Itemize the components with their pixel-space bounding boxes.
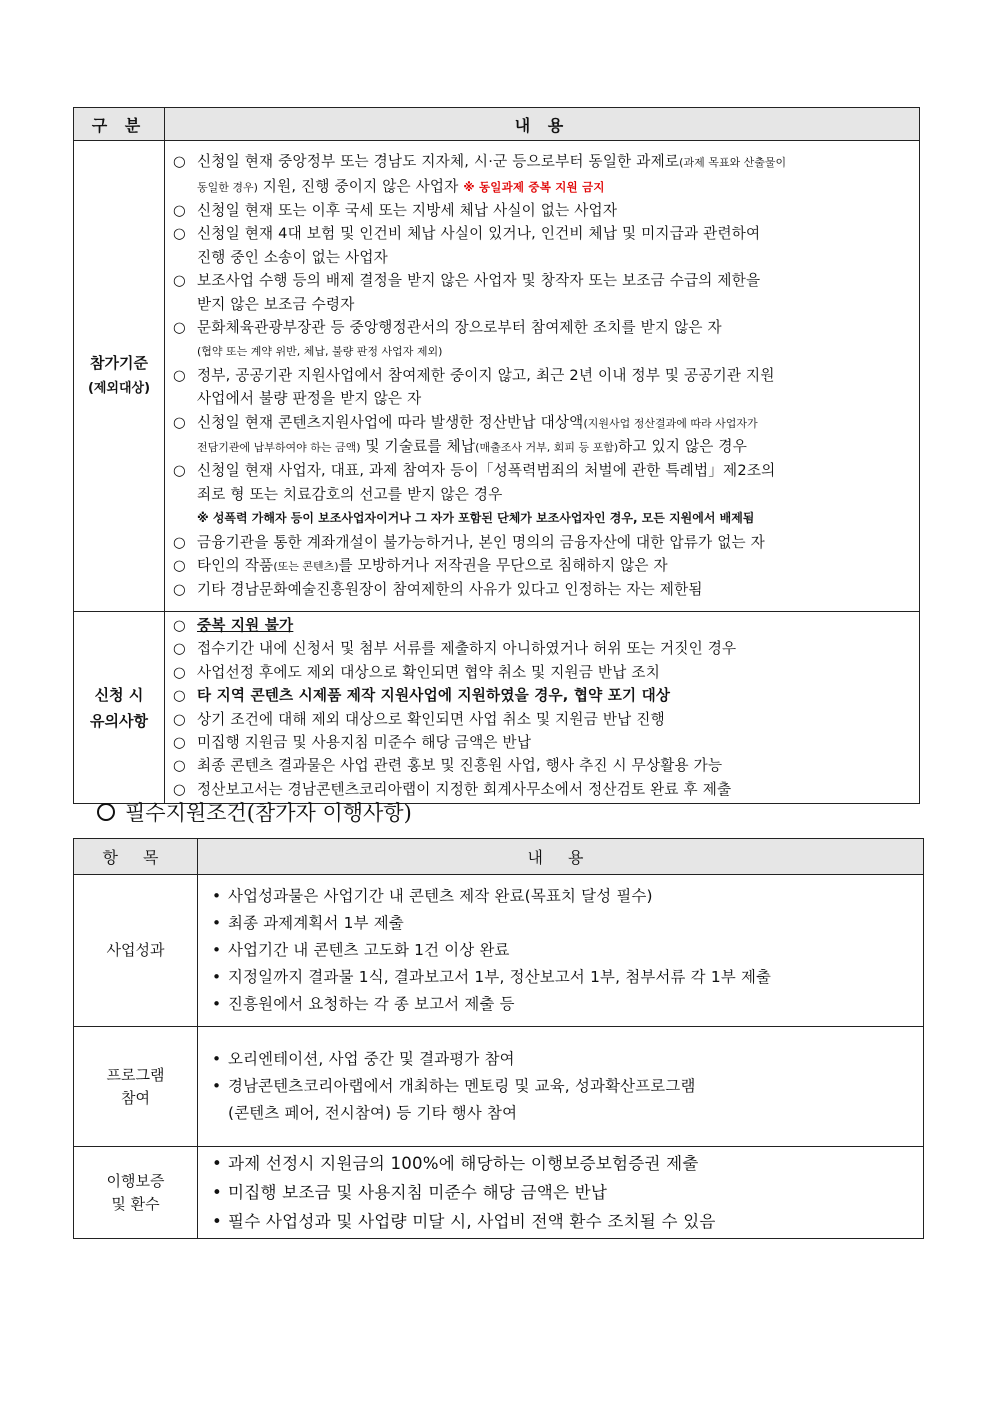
- bullet-icon: ○: [173, 710, 186, 728]
- row-title-guarantee: [74, 1147, 198, 1239]
- text-run: 진흥원에서 요청하는 각 종 보고서 제출 등: [228, 995, 515, 1013]
- text-run: (매출조사 거부, 회피 등 포함): [475, 441, 619, 455]
- row-title-program: [74, 1027, 198, 1147]
- list-item: [212, 1178, 915, 1207]
- bullet-icon: ○: [173, 153, 186, 171]
- text-run: 지원, 진행 중이지 않은 사업자: [257, 177, 464, 195]
- item-text: [228, 1149, 915, 1178]
- eligibility-content: [165, 141, 920, 612]
- list-item: [212, 1073, 915, 1100]
- bullet-icon: ○: [173, 225, 186, 243]
- list-item: [212, 1046, 915, 1073]
- list-item: [173, 316, 913, 339]
- text-run: 사업기간 내 콘텐츠 고도화 1건 이상 완료: [228, 941, 510, 959]
- bullet-icon: •: [212, 1212, 222, 1231]
- item-text: [197, 637, 913, 660]
- text-run: 오리엔테이션, 사업 중간 및 결과평가 참여: [228, 1050, 515, 1068]
- text-run: 금융기관을 통한 계좌개설이 불가능하거나, 본인 명의의 금융자산에 대한 압류가 없는 자: [197, 533, 765, 551]
- text-run: (지원사업 정산결과에 따라 사업자가: [583, 416, 758, 430]
- list-item: [212, 883, 915, 910]
- item-text: [197, 684, 913, 707]
- text-run: 신청일 현재 4대 보험 및 인건비 체납 사실이 있거나, 인건비 체납 및 미지급과 관련하여: [197, 225, 761, 243]
- header-category: 항 목: [74, 839, 198, 875]
- cautions-list: [173, 614, 913, 801]
- text-run: 및 기술료를 체납: [360, 438, 476, 456]
- text-run: 중복 지원 불가: [197, 617, 294, 634]
- text-run: 동일한 경우): [197, 180, 258, 194]
- list-item: [173, 269, 913, 292]
- list-item: [173, 459, 913, 482]
- item-text: [197, 531, 913, 554]
- text-run: 접수기간 내에 신청서 및 첨부 서류를 제출하지 아니하였거나 허위 또는 거짓인 경우: [197, 640, 737, 658]
- category-title: 참가기준: [90, 354, 148, 372]
- item-text: [197, 731, 913, 754]
- bullet-icon: [212, 1100, 228, 1127]
- item-text: [197, 150, 913, 174]
- bullet-icon: ○: [173, 780, 186, 798]
- category-cautions: [74, 612, 165, 804]
- bullet-icon: •: [212, 968, 222, 986]
- item-text: [197, 364, 913, 387]
- text-run: 과제 선정시 지원금의 100%에 해당하는 이행보증보험증권 제출: [228, 1154, 699, 1173]
- item-text: [228, 1178, 915, 1207]
- bullet-icon: •: [212, 887, 222, 905]
- text-run: 를 모방하거나 저작권을 무단으로 침해하지 않은 자: [338, 557, 668, 575]
- list-item: [173, 554, 913, 578]
- item-text: [197, 483, 913, 506]
- item-text: [197, 754, 913, 777]
- row-content-program: [198, 1027, 924, 1147]
- text-run: 신청일 현재 중앙정부 또는 경남도 지자체, 시·군 등으로부터 동일한 과제로: [197, 153, 680, 171]
- item-text: [228, 991, 915, 1018]
- list-item: [173, 661, 913, 684]
- list-item: [173, 150, 913, 174]
- list-item: [173, 531, 913, 554]
- text-run: (콘텐츠 페어, 전시참여) 등 기타 행사 참여: [228, 1104, 518, 1122]
- list-item: [173, 754, 913, 777]
- text-run: 타 지역 콘텐츠 시제품 제작 지원사업에 지원하였을 경우, 협약 포기 대상: [197, 687, 671, 705]
- text-run: 정산보고서는 경남콘텐츠코리아랩이 지정한 회계사무소에서 정산검토 완료 후 제출: [197, 780, 732, 798]
- section-heading-text: 필수지원조건(참가자 이행사항): [125, 801, 412, 825]
- list-item: [173, 435, 913, 459]
- category-title: 신청 시: [94, 685, 144, 704]
- item-text: [197, 661, 913, 684]
- bullet-icon: ○: [173, 734, 186, 752]
- list-item: [212, 1100, 915, 1127]
- bullet-icon: [173, 435, 197, 459]
- list-item: [212, 1207, 915, 1236]
- eligibility-list: [173, 150, 913, 602]
- text-run: 보조사업 수행 등의 배제 결정을 받지 않은 사업자 및 창작자 또는 보조금 수급의 제한을: [197, 272, 761, 290]
- text-run: 신청일 현재 또는 이후 국세 또는 지방세 체납 사실이 없는 사업자: [197, 201, 618, 219]
- bullet-icon: ○: [173, 462, 186, 480]
- list-item: [173, 684, 913, 707]
- list-item: [173, 637, 913, 660]
- item-text: [197, 293, 913, 316]
- category-subtitle: (제외대상): [87, 381, 151, 396]
- item-text: [197, 554, 913, 578]
- text-run: 사업성과물은 사업기간 내 콘텐츠 제작 완료(목표치 달성 필수): [228, 887, 653, 905]
- list-item: [173, 293, 913, 316]
- list-item: [173, 614, 913, 637]
- item-text: [197, 199, 913, 222]
- bullet-icon: •: [212, 1154, 222, 1173]
- list-item: [212, 937, 915, 964]
- header-content: 내 용: [198, 839, 924, 875]
- text-run: (또는 콘텐츠): [273, 560, 339, 574]
- item-text: [197, 506, 913, 530]
- item-text: [228, 937, 915, 964]
- bullet-icon: [173, 246, 197, 269]
- bullet-icon: ○: [173, 757, 186, 775]
- row-content-guarantee: [198, 1147, 924, 1239]
- text-run: 정부, 공공기관 지원사업에서 참여제한 중이지 않고, 최근 2년 이내 정부 및 공공기관 지원: [197, 366, 775, 384]
- bullet-icon: ○: [173, 366, 186, 384]
- bullet-icon: •: [212, 995, 222, 1013]
- bullet-icon: ○: [173, 201, 186, 219]
- cautions-content: [165, 612, 920, 804]
- requirements-table: [73, 838, 924, 1239]
- row-title-line: 프로그램: [106, 1065, 165, 1084]
- text-run: ※ 성폭력 가해자 등이 보조사업자이거나 그 자가 포함된 단체가 보조사업자인 경우, 모든 지원에서 배제됨: [197, 511, 755, 526]
- item-text: [197, 222, 913, 245]
- circle-bullet-icon: [97, 803, 115, 821]
- list-item: [173, 578, 913, 601]
- row-title-line: 참여: [121, 1088, 150, 1107]
- bullet-icon: •: [212, 1183, 222, 1202]
- list-item: [212, 991, 915, 1018]
- list-item: [173, 364, 913, 387]
- text-run: 타인의 작품: [197, 557, 274, 575]
- item-text: [197, 246, 913, 269]
- text-run: 기타 경남문화예술진흥원장이 참여제한의 사유가 있다고 인정하는 자는 제한됨: [197, 581, 703, 599]
- list-item: [173, 731, 913, 754]
- bullet-icon: [173, 483, 197, 506]
- bullet-icon: •: [212, 941, 222, 959]
- bullet-icon: [173, 387, 197, 410]
- text-run: 상기 조건에 대해 제외 대상으로 확인되면 사업 취소 및 지원금 반납 진행: [197, 710, 665, 728]
- text-run: ※ 동일과제 중복 지원 금지: [463, 179, 605, 194]
- list-item: [173, 175, 913, 199]
- row-title-performance: [74, 875, 198, 1027]
- item-text: [197, 387, 913, 410]
- bullet-icon: ○: [173, 581, 186, 599]
- bullet-icon: ○: [173, 617, 186, 634]
- bullet-icon: ○: [173, 687, 186, 705]
- header-category: 구 분: [74, 108, 165, 141]
- item-text: [197, 614, 913, 637]
- text-run: 사업에서 불량 판정을 받지 않은 자: [197, 390, 422, 408]
- item-text: [197, 708, 913, 731]
- text-run: 진행 중인 소송이 없는 사업자: [197, 248, 388, 266]
- eligibility-table: [73, 107, 920, 804]
- list-item: [173, 506, 913, 530]
- bullet-icon: ○: [173, 318, 186, 336]
- item-text: [228, 1046, 915, 1073]
- bullet-icon: ○: [173, 413, 186, 431]
- item-text: [197, 175, 913, 199]
- bullet-icon: [173, 293, 197, 316]
- list-item: [173, 411, 913, 435]
- text-run: (과제 목표와 산출물이: [679, 156, 787, 170]
- item-text: [228, 964, 915, 991]
- text-run: 최종 과제계획서 1부 제출: [228, 914, 404, 932]
- header-content: 내 용: [165, 108, 920, 141]
- bullet-icon: ○: [173, 557, 186, 575]
- list-item: [173, 483, 913, 506]
- text-run: 신청일 현재 콘텐츠지원사업에 따라 발생한 정산반납 대상액: [197, 413, 584, 431]
- list-item: [173, 339, 913, 363]
- text-run: 전담기관에 납부하여야 하는 금액): [197, 441, 361, 455]
- text-run: 미집행 지원금 및 사용지침 미준수 해당 금액은 반납: [197, 734, 532, 752]
- list-item: [212, 1149, 915, 1178]
- row-title-line: 및 환수: [111, 1194, 160, 1213]
- bullet-icon: ○: [173, 663, 186, 681]
- bullet-icon: ○: [173, 640, 186, 658]
- text-run: 사업선정 후에도 제외 대상으로 확인되면 협약 취소 및 지원금 반납 조치: [197, 663, 661, 681]
- text-run: 하고 있지 않은 경우: [618, 438, 748, 456]
- bullet-icon: [173, 506, 197, 530]
- bullet-icon: [173, 339, 197, 363]
- list-item: [173, 708, 913, 731]
- text-run: 미집행 보조금 및 사용지침 미준수 해당 금액은 반납: [228, 1183, 608, 1202]
- item-text: [197, 316, 913, 339]
- section-heading: [97, 797, 412, 827]
- performance-list: [212, 883, 915, 1018]
- text-run: 지정일까지 결과물 1식, 결과보고서 1부, 정산보고서 1부, 첨부서류 각 1부 제출: [228, 968, 772, 986]
- item-text: [197, 459, 913, 482]
- text-run: 받지 않은 보조금 수령자: [197, 295, 355, 313]
- item-text: [197, 269, 913, 292]
- row-title-line: 이행보증: [106, 1171, 165, 1190]
- list-item: [212, 964, 915, 991]
- text-run: 신청일 현재 사업자, 대표, 과제 참여자 등이「성폭력범죄의 처벌에 관한 특례법」제2조의: [197, 462, 776, 480]
- text-run: 경남콘텐츠코리아랩에서 개최하는 멘토링 및 교육, 성과확산프로그램: [228, 1077, 696, 1095]
- bullet-icon: •: [212, 914, 222, 932]
- item-text: [228, 1073, 915, 1100]
- item-text: [228, 910, 915, 937]
- guarantee-list: [212, 1149, 915, 1236]
- text-run: 죄로 형 또는 치료감호의 선고를 받지 않은 경우: [197, 485, 503, 503]
- bullet-icon: ○: [173, 533, 186, 551]
- list-item: [212, 910, 915, 937]
- item-text: [197, 435, 913, 459]
- row-content-performance: [198, 875, 924, 1027]
- item-text: [228, 1207, 915, 1236]
- bullet-icon: •: [212, 1077, 222, 1095]
- item-text: [197, 578, 913, 601]
- item-text: [228, 1100, 915, 1127]
- list-item: [173, 222, 913, 245]
- program-list: [212, 1046, 915, 1127]
- bullet-icon: [173, 175, 197, 199]
- item-text: [228, 883, 915, 910]
- text-run: 최종 콘텐츠 결과물은 사업 관련 홍보 및 진흥원 사업, 행사 추진 시 무상활용 가능: [197, 757, 723, 775]
- category-eligibility: [74, 141, 165, 612]
- text-run: (협약 또는 계약 위반, 체납, 불량 판정 사업자 제외): [197, 345, 443, 359]
- item-text: [197, 339, 913, 363]
- list-item: [173, 387, 913, 410]
- list-item: [173, 199, 913, 222]
- bullet-icon: ○: [173, 272, 186, 290]
- bullet-icon: •: [212, 1050, 222, 1068]
- category-subtitle: 유의사항: [90, 711, 148, 730]
- list-item: [173, 246, 913, 269]
- text-run: 문화체육관광부장관 등 중앙행정관서의 장으로부터 참여제한 조치를 받지 않은 자: [197, 318, 722, 336]
- item-text: [197, 411, 913, 435]
- text-run: 필수 사업성과 및 사업량 미달 시, 사업비 전액 환수 조치될 수 있음: [228, 1212, 716, 1231]
- row-title-line: 사업성과: [106, 941, 165, 959]
